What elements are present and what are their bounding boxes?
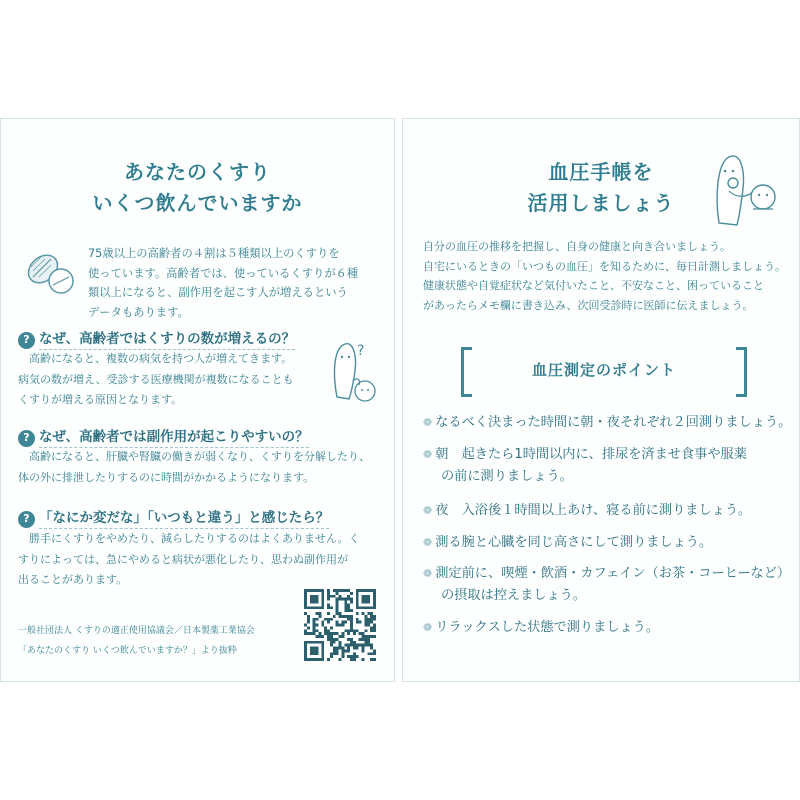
elderly-person-illustration xyxy=(323,337,383,405)
flower-bullet-icon: ❁ xyxy=(423,621,433,634)
question-heading-1 xyxy=(18,330,295,350)
footer-line: 「あなたのくすり いくつ飲んでいますか？」より抜粋 xyxy=(18,645,237,656)
left-title-line2: いくつ飲んでいますか xyxy=(92,191,303,215)
body-line: 高齢になると、複数の病気を持つ人が増えてきます。 xyxy=(18,352,293,365)
body-line: 出ることがあります。 xyxy=(18,573,128,586)
body-line: 高齢になると、肝臓や腎臓の働きが弱くなり、くすりを分解したり、 xyxy=(18,450,370,463)
point-text: 朝 起きたら1時間以内に、排尿を済ませ食事や服薬 xyxy=(435,447,747,462)
left-title xyxy=(1,157,394,219)
left-page xyxy=(0,118,395,682)
flower-bullet-icon: ❁ xyxy=(423,536,433,549)
footer-line: 一般社団法人 くすりの適正使用協議会／日本製薬工業協会 xyxy=(18,626,255,636)
pill-illustration xyxy=(21,247,81,299)
intro-line: 自宅にいるときの「いつもの血圧」を知るために、毎日計測しましょう。 xyxy=(423,259,786,273)
measurement-point xyxy=(423,444,747,488)
intro-line: 類以上になると、副作用を起こす人が増えるという xyxy=(88,286,348,299)
question-text: なぜ、高齢者では副作用が起こりやすいの？ xyxy=(39,428,309,448)
intro-line: 自分の血圧の推移を把握し、自身の健康と向き合いましょう。 xyxy=(423,240,731,253)
body-line: 病気の数が増え、受診する医療機関が複数になることも xyxy=(18,372,294,386)
point-text: 測る腕と心臓を同じ高さにして測りましょう。 xyxy=(435,535,713,550)
question-heading-3 xyxy=(18,509,329,529)
point-text: 測定前に、喫煙・飲酒・カフェイン（お茶・コーヒーなど） xyxy=(435,566,791,581)
measurement-point xyxy=(423,500,751,522)
left-title-line1: あなたのくすり xyxy=(124,160,271,184)
question-text: 「なにか変だな」「いつもと違う」と感じたら？ xyxy=(39,509,329,529)
body-line: 体の外に排泄したりするのに時間がかかるようになります。 xyxy=(18,470,315,484)
point-text: リラックスした状態で測りましょう。 xyxy=(435,620,660,635)
flower-bullet-icon: ❁ xyxy=(423,504,433,517)
measurement-point xyxy=(423,532,712,554)
qr-code[interactable] xyxy=(304,589,376,661)
right-page xyxy=(402,118,800,682)
measurement-point xyxy=(423,412,791,434)
right-title-line2: 活用しましょう xyxy=(527,191,675,215)
body-line: 勝手にくすりをやめたり、減らしたりするのはよくありません。く xyxy=(18,532,360,545)
flower-bullet-icon: ❁ xyxy=(423,567,433,580)
points-title: 血圧測定のポイント xyxy=(531,361,676,379)
doctor-with-stethoscope-illustration xyxy=(709,147,781,227)
point-text: なるべく決まった時間に朝・夜それぞれ２回測りましょう。 xyxy=(435,415,792,430)
question-body-2 xyxy=(18,447,388,488)
intro-line: があったらメモ欄に書き込み、次回受診時に医師に伝えましょう。 xyxy=(423,298,754,312)
measurement-point xyxy=(423,617,659,639)
point-text: 夜 入浴後１時間以上あけ、寝る前に測りましょう。 xyxy=(435,503,752,518)
right-title-line1: 血圧手帳を xyxy=(548,160,654,184)
intro-line: 75歳以上の高齢者の４割は５種類以上のくすりを xyxy=(88,247,340,260)
left-intro xyxy=(88,244,388,322)
intro-line: データもあります。 xyxy=(88,305,189,319)
intro-line: 健康状態や自覚症状など気付いたこと、不安なこと、困っていること xyxy=(423,279,764,292)
point-text-continued: の前に測りましょう。 xyxy=(441,469,573,484)
question-icon: ? xyxy=(18,511,35,528)
body-line: すりによっては、急にやめると病状が悪化したり、思わぬ副作用が xyxy=(18,552,348,566)
flower-bullet-icon: ❁ xyxy=(423,416,433,429)
right-intro xyxy=(423,237,795,315)
svg-text:?: ? xyxy=(357,343,365,359)
point-text-continued: の摂取は控えましょう。 xyxy=(441,588,587,603)
body-line: くすりが増える原因となります。 xyxy=(18,393,183,406)
source-footer xyxy=(18,622,255,661)
question-text: なぜ、高齢者ではくすりの数が増えるの？ xyxy=(39,330,295,350)
flower-bullet-icon: ❁ xyxy=(423,448,433,461)
measurement-point xyxy=(423,563,790,607)
question-icon: ? xyxy=(18,332,35,349)
question-icon: ? xyxy=(18,430,35,447)
intro-line: 使っています。高齢者では、使っているくすりが６種 xyxy=(88,266,359,280)
question-heading-2 xyxy=(18,428,309,448)
question-body-1 xyxy=(18,349,338,411)
question-body-3 xyxy=(18,529,388,591)
points-heading-box xyxy=(461,347,747,393)
